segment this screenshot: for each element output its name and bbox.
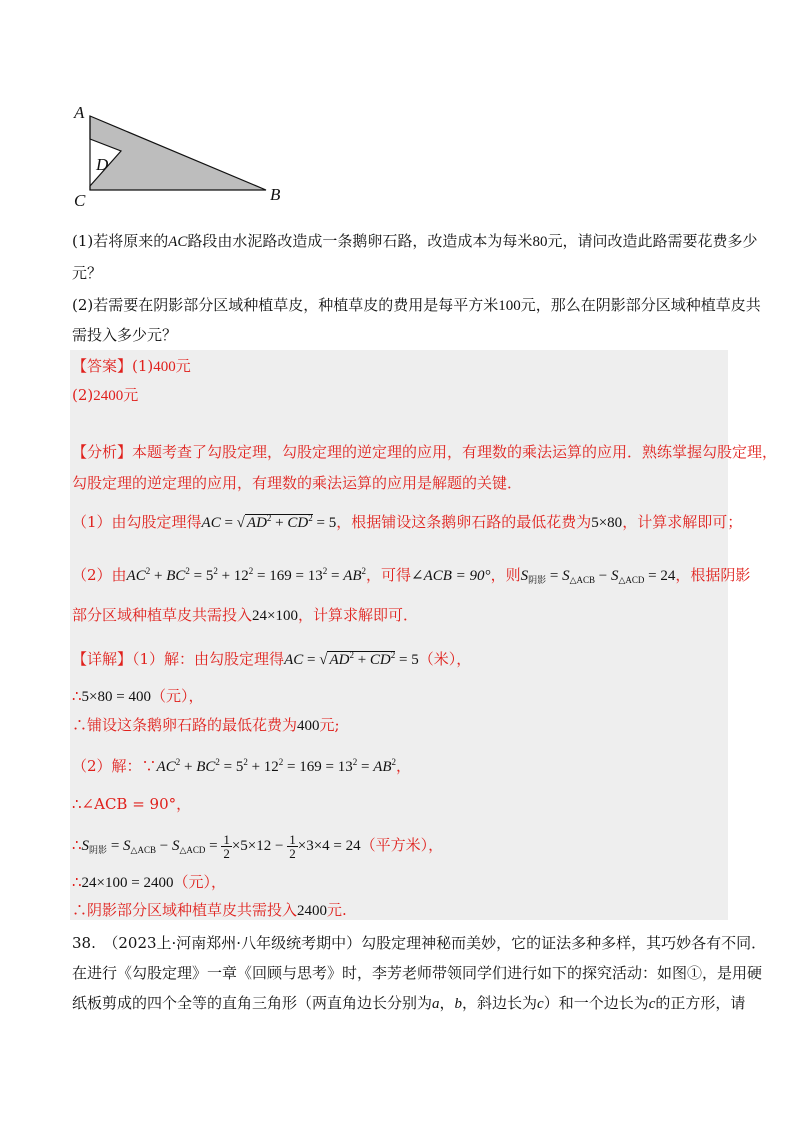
analysis-line-1: 【分析】本题考查了勾股定理，勾股定理的逆定理的应用，有理数的乘法运算的应用．熟练掌握勾股定理， (72, 443, 778, 461)
detail-line-3: ∴铺设这条鹅卵石路的最低花费为400元; (72, 716, 340, 734)
question-1-line-2: 元？ (72, 264, 103, 282)
answer-line-2: (2)2400元 (72, 386, 139, 404)
detail-line-4: （2）解：$\because AC^2 + BC^2 = 5^2 + 12^2 = 169 = 13^2 = AB^2$， (72, 757, 412, 775)
detail-line-2: ∴5×80 = 400（元）， (72, 687, 204, 705)
detail-line-6: $\therefore S_{阴影} = S_{\triangle ACB} - S_{\triangle ACD}$ = $\frac{1}{2}$ ×5×12 − $\frac{1}{2}$ ×3×4 = 24（平方米）， (72, 832, 444, 861)
label-d: D (96, 155, 109, 174)
detail-line-1: 【详解】（1）解：由勾股定理得AC = √ $AD^2 + CD^2 = 5$（米）， (72, 650, 472, 668)
shaded-region (90, 116, 266, 190)
question-2-line-2: 需投入多少元？ (72, 326, 178, 344)
answer-line-1: 【答案】(1)400元 (72, 357, 191, 375)
next-question-line-2: 在进行《勾股定理》一章《回顾与思考》时，李芳老师带领同学们进行如下的探究活动：如图①，是用硬 (72, 964, 763, 982)
detail-line-7: ∴24×100 = 2400（元）， (72, 873, 226, 891)
detail-line-8: ∴阴影部分区域种植草皮共需投入2400元. (72, 901, 347, 919)
analysis-label: 【分析】 (72, 443, 133, 461)
detail-line-5: ∴∠ACB = 90°， (72, 795, 192, 813)
label-b: B (270, 185, 281, 204)
question-2-line-1: (2)若需要在阴影部分区域种植草皮，种植草皮的费用是每平方米100元，那么在阴影部分区域种植草皮共 (72, 296, 761, 314)
analysis-step-1: （1）由勾股定理得AC = √ $AD^2 + CD^2 = 5$，根据铺设这条鹅卵石路的最低花费为5×80，计算求解即可； (72, 513, 743, 531)
label-a: A (74, 103, 85, 122)
next-question-line-1: 38. （2023上·河南郑州·八年级统考期中）勾股定理神秘而美妙，它的证法多种多样，其巧妙各有不同． (72, 934, 767, 952)
next-question-line-3: 纸板剪成的四个全等的直角三角形（两直角边长分别为a，b，斜边长为c）和一个边长为c的正方形，请 (72, 994, 746, 1012)
analysis-line-2: 勾股定理的逆定理的应用，有理数的乘法运算的应用是解题的关键． (72, 474, 523, 492)
answer-label: 【答案】(1) (72, 357, 154, 375)
analysis-step-2: （2）由$AC^2 + BC^2 = 5^2 + 12^2 = 169 = 13^2 = AB^2$，可得∠ACB = 90°，则$S_{阴影} = S_{\triangle ACB} - S_{\triangle ACD} = 24$，根据阴影 (72, 566, 751, 585)
triangle-figure (70, 102, 290, 210)
detail-label: 【详解】 (72, 650, 133, 668)
label-c: C (74, 191, 86, 210)
analysis-step-2-cont: 部分区域种植草皮共需投入24×100，计算求解即可． (72, 606, 418, 624)
question-1-line-1: (1)若将原来的AC路段由水泥路改造成一条鹅卵石路，改造成本为每米80元，请问改造此路需要花费多少 (72, 232, 758, 250)
